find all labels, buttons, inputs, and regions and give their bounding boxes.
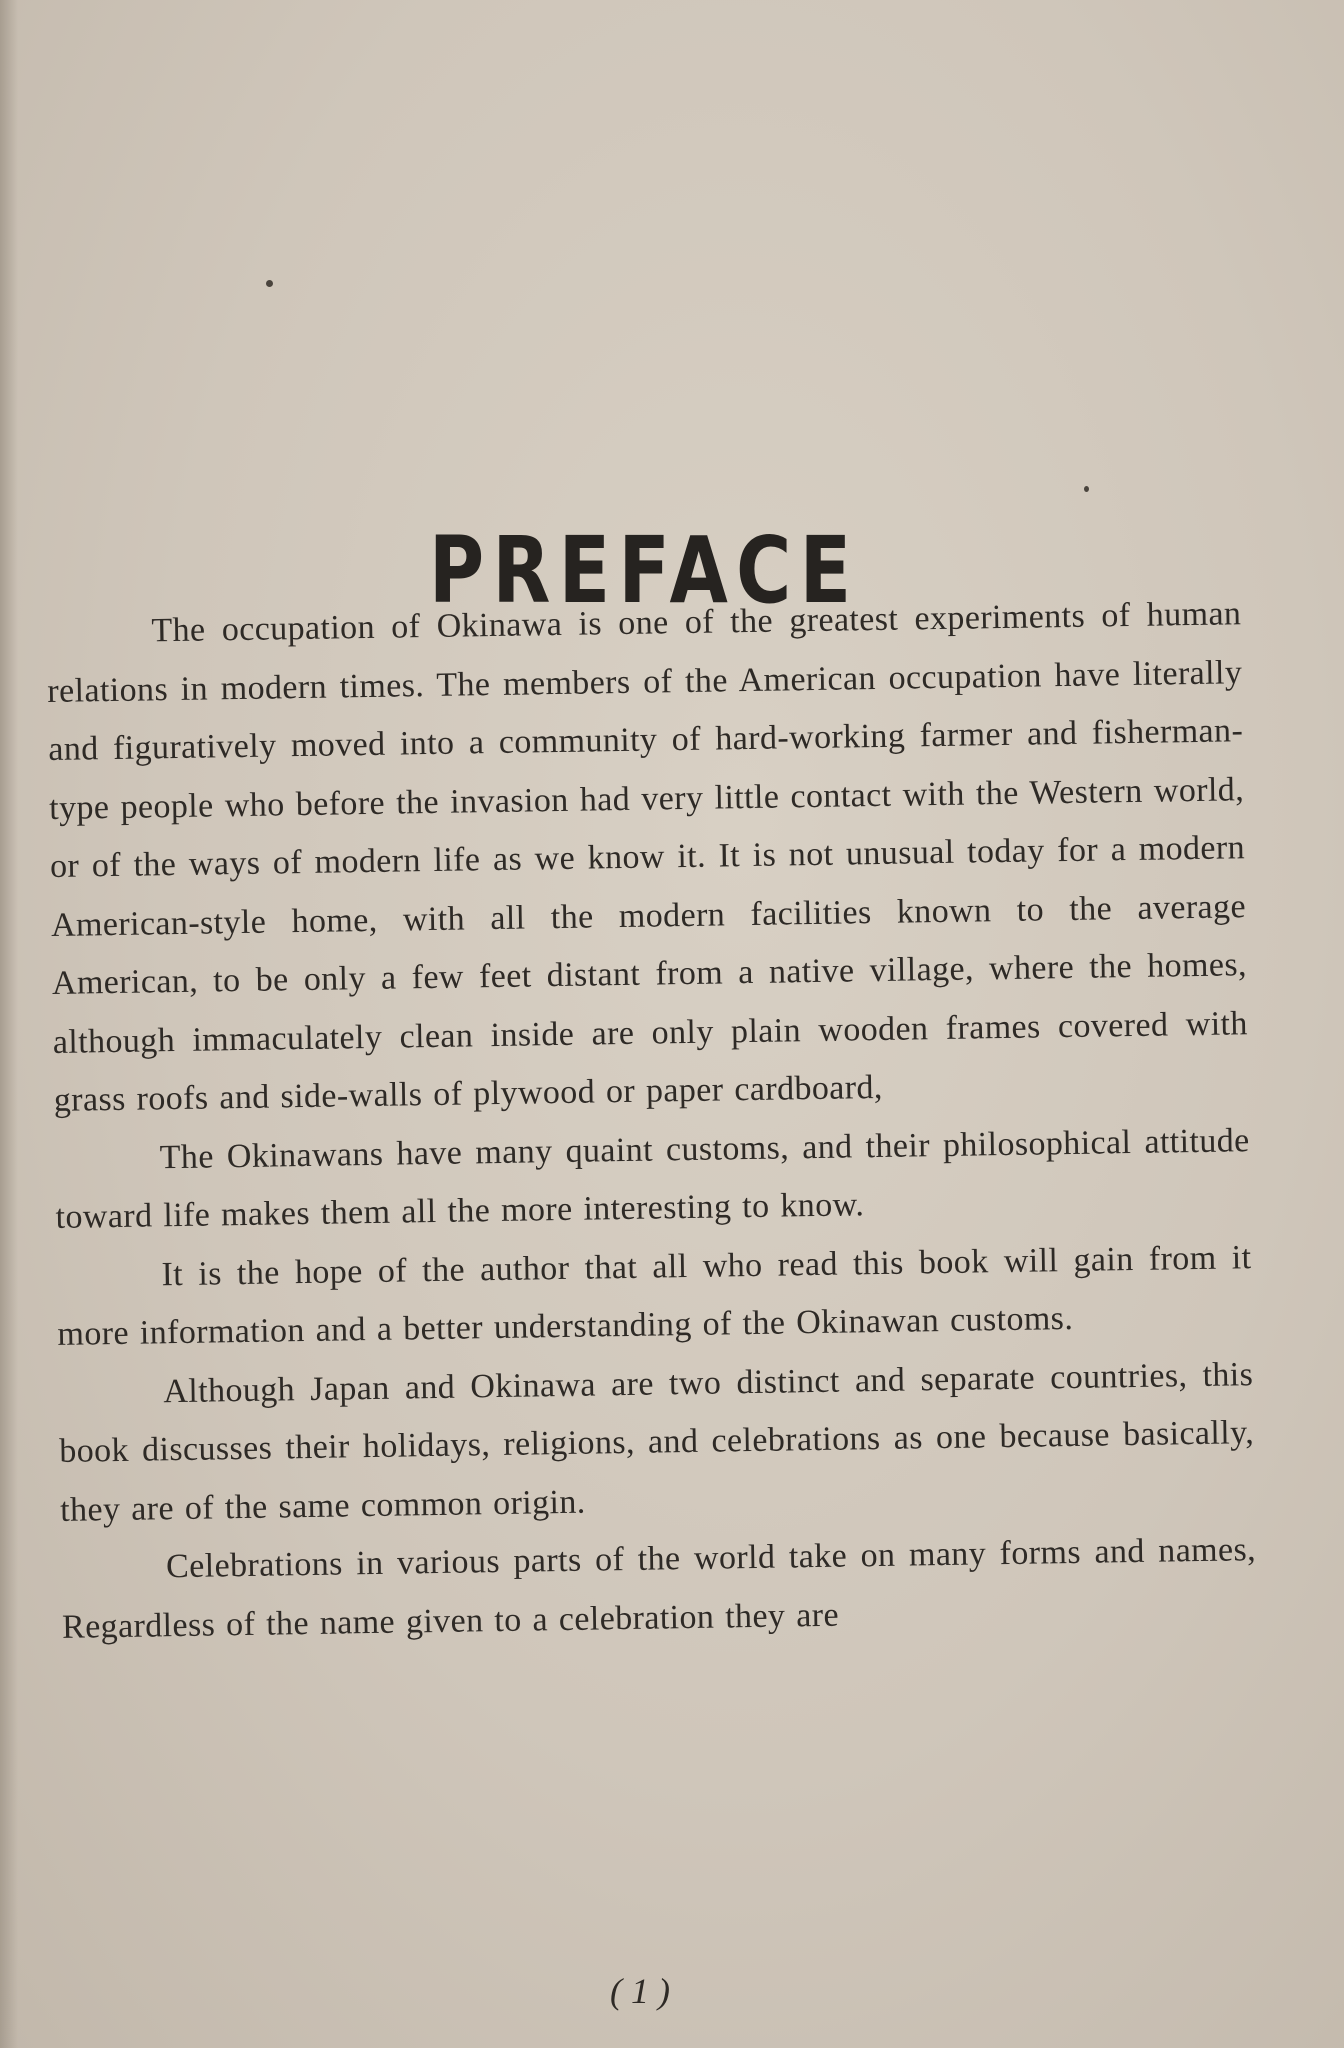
paragraph: Celebrations in various parts of the world take on many forms and names, Regardless of the name given to a celebration they are (61, 1531, 1257, 1646)
paragraph: The occupation of Okinawa is one of the greatest experiments of human relations in modern times. The members of the American occupation have literally and figuratively moved into a community of hard-working farmer and fisherman-type people who before the invasion had very little contact with the Western world, or of the ways of modern life as we know it. It is not unusual today for a modern American-style home, with all the modern facilities known to the average American, to be only a few feet distant from a native village, where the homes, although immaculately clean inside are only plain wooden frames covered with grass roofs and side-walls of plywood or paper cardboard, (47, 595, 1249, 1119)
ink-speck (266, 280, 273, 287)
paragraph: It is the hope of the author that all who read this book will gain from it more information and a better understanding of the Okinawan customs. (57, 1238, 1252, 1353)
ink-speck (1084, 486, 1089, 492)
page-number: ( 1 ) (610, 1971, 670, 2011)
page-title: PREFACE (428, 516, 860, 624)
preface-body (46, 585, 1257, 1657)
paragraph: Although Japan and Okinawa are two distinct and separate countries, this book discusses their holidays, religions, and celebrations as one because basically, they are of the same common origin. (59, 1355, 1255, 1529)
paragraph: The Okinawans have many quaint customs, and their philosophical attitude toward life makes them all the more interesting to know. (55, 1121, 1250, 1236)
